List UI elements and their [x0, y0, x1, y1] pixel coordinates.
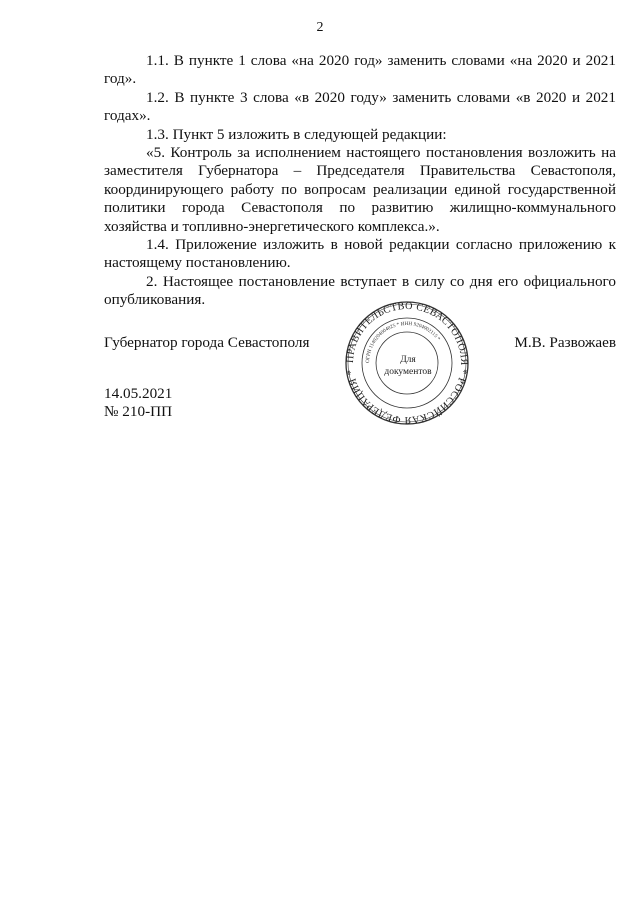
document-number: № 210-ПП — [104, 403, 173, 421]
stamp-outer-text: ПРАВИТЕЛЬСТВО СЕВАСТОПОЛЯ * РОССИЙСКАЯ ФЕДЕРАЦИЯ * — [344, 300, 470, 426]
document-date: 14.05.2021 — [104, 385, 173, 402]
paragraph-1-2: 1.2. В пункте 3 слова «в 2020 году» заменить словами «в 2020 и 2021 годах». — [104, 88, 616, 125]
document-body — [104, 52, 616, 310]
paragraph-1-4: 1.4. Приложение изложить в новой редакции согласно приложению к настоящему постановлению. — [104, 236, 616, 272]
signatory-name: М.В. Развожаев — [514, 334, 616, 351]
stamp-center-line-1: Для — [400, 355, 416, 365]
document-date-block — [104, 385, 172, 422]
stamp-inner-text: ОГРН 1149204004025 * ИНН 9204002115 * — [364, 320, 442, 364]
stamp-center-line-2: документов — [384, 367, 432, 377]
paragraph-1-1: 1.1. В пункте 1 слова «на 2020 год» заменить словами «на 2020 и 2021 год». — [104, 52, 616, 88]
paragraph-1-3: 1.3. Пункт 5 изложить в следующей редакции: — [146, 125, 447, 143]
paragraph-2: 2. Настоящее постановление вступает в силу со дня его официального опубликования. — [104, 272, 616, 309]
page-number: 2 — [316, 20, 324, 35]
signatory-position: Губернатор города Севастополя — [104, 334, 310, 351]
paragraph-quoted-5: «5. Контроль за исполнением настоящего постановления возложить на заместителя Губернатора – Председателя Правительства Севастополя, координирующего работу по вопросам реализации единой государственной политики города Севастополя по развитию жилищно-коммунального хозяйства и топливно-энергетического комплекса.». — [104, 144, 616, 235]
official-seal-stamp — [344, 300, 470, 426]
